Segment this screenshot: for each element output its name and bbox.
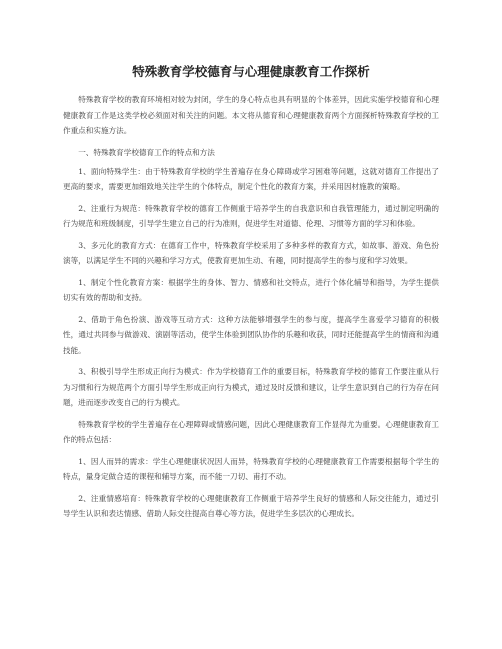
s2-paragraph-1: 1、因人而异的需求：学生心理健康状况因人而异，特殊教育学校的心理健康教育工作需要根据每个学生的特点，量身定做合适的课程和辅导方案，而不能一刀切、甫打不动。 bbox=[63, 456, 439, 481]
s1-paragraph-2: 2、注重行为规范：特殊教育学校的德育工作侧重于培养学生的自我意识和自我管理能力，通过制定明确的行为规范和班级制度，引导学生建立自己的行为准则，促进学生对道德、伦理、习惯等方面的学习和体验。 bbox=[63, 203, 439, 228]
s2-paragraph-2: 2、注重情感培育：特殊教育学校的心理健康教育工作侧重于培养学生良好的情感和人际交往能力，通过引导学生认识和表达情感、借助人际交往提高自尊心等方法，促进学生多层次的心理成长。 bbox=[63, 493, 439, 518]
s1-paragraph-4: 1、制定个性化教育方案：根据学生的身体、智力、情感和社交特点，进行个体化辅导和指导，为学生提供切实有效的帮助和支持。 bbox=[63, 277, 439, 302]
intro-paragraph: 特殊教育学校的教育环境相对较为封闭，学生的身心特点也具有明显的个体差异，因此实施学校德育和心理健康教育工作是这类学校必须面对和关注的问题。本文将从德育和心理健康教育两个方面探析特殊教育学校的工作重点和实施方法。 bbox=[63, 95, 439, 135]
s2-intro-paragraph: 特殊教育学校的学生普遍存在心理障碍或情感问题，因此心理健康教育工作显得尤为重要。心理健康教育工作的特点包括： bbox=[63, 419, 439, 444]
s1-paragraph-6: 3、积极引导学生形成正向行为模式：作为学校德育工作的重要目标，特殊教育学校的德育工作要注重从行为习惯和行为规范两个方面引导学生形成正向行为模式，通过及时反馈和建议，让学生意识到自己的行为存在问题，进而逐步改变自己的行为模式。 bbox=[63, 367, 439, 407]
section-1-heading: 一、特殊教育学校德育工作的特点和方法 bbox=[78, 147, 215, 157]
s1-paragraph-3: 3、多元化的教育方式：在德育工作中，特殊教育学校采用了多种多样的教育方式，如故事、游戏、角色扮演等，以满足学生不同的兴趣和学习方式，使教育更加生动、有趣，同时提高学生的参与度和学习效果。 bbox=[63, 240, 439, 265]
document-title: 特殊教育学校德育与心理健康教育工作探析 bbox=[132, 64, 370, 79]
s1-paragraph-5: 2、借助于角色扮演、游戏等互动方式：这种方法能够增强学生的参与度，提高学生喜爱学习德育的积极性，通过共同参与做游戏、演剧等活动，使学生体验到团队协作的乐趣和收获，同时还能提高学生的情商和沟通技能。 bbox=[63, 314, 439, 355]
s1-paragraph-1: 1、面向特殊学生：由于特殊教育学校的学生普遍存在身心障碍或学习困难等问题，这就对德育工作提出了更高的要求，需要更加细致地关注学生的个体特点，制定个性化的教育方案，并采用因材施教的策略。 bbox=[63, 166, 439, 191]
